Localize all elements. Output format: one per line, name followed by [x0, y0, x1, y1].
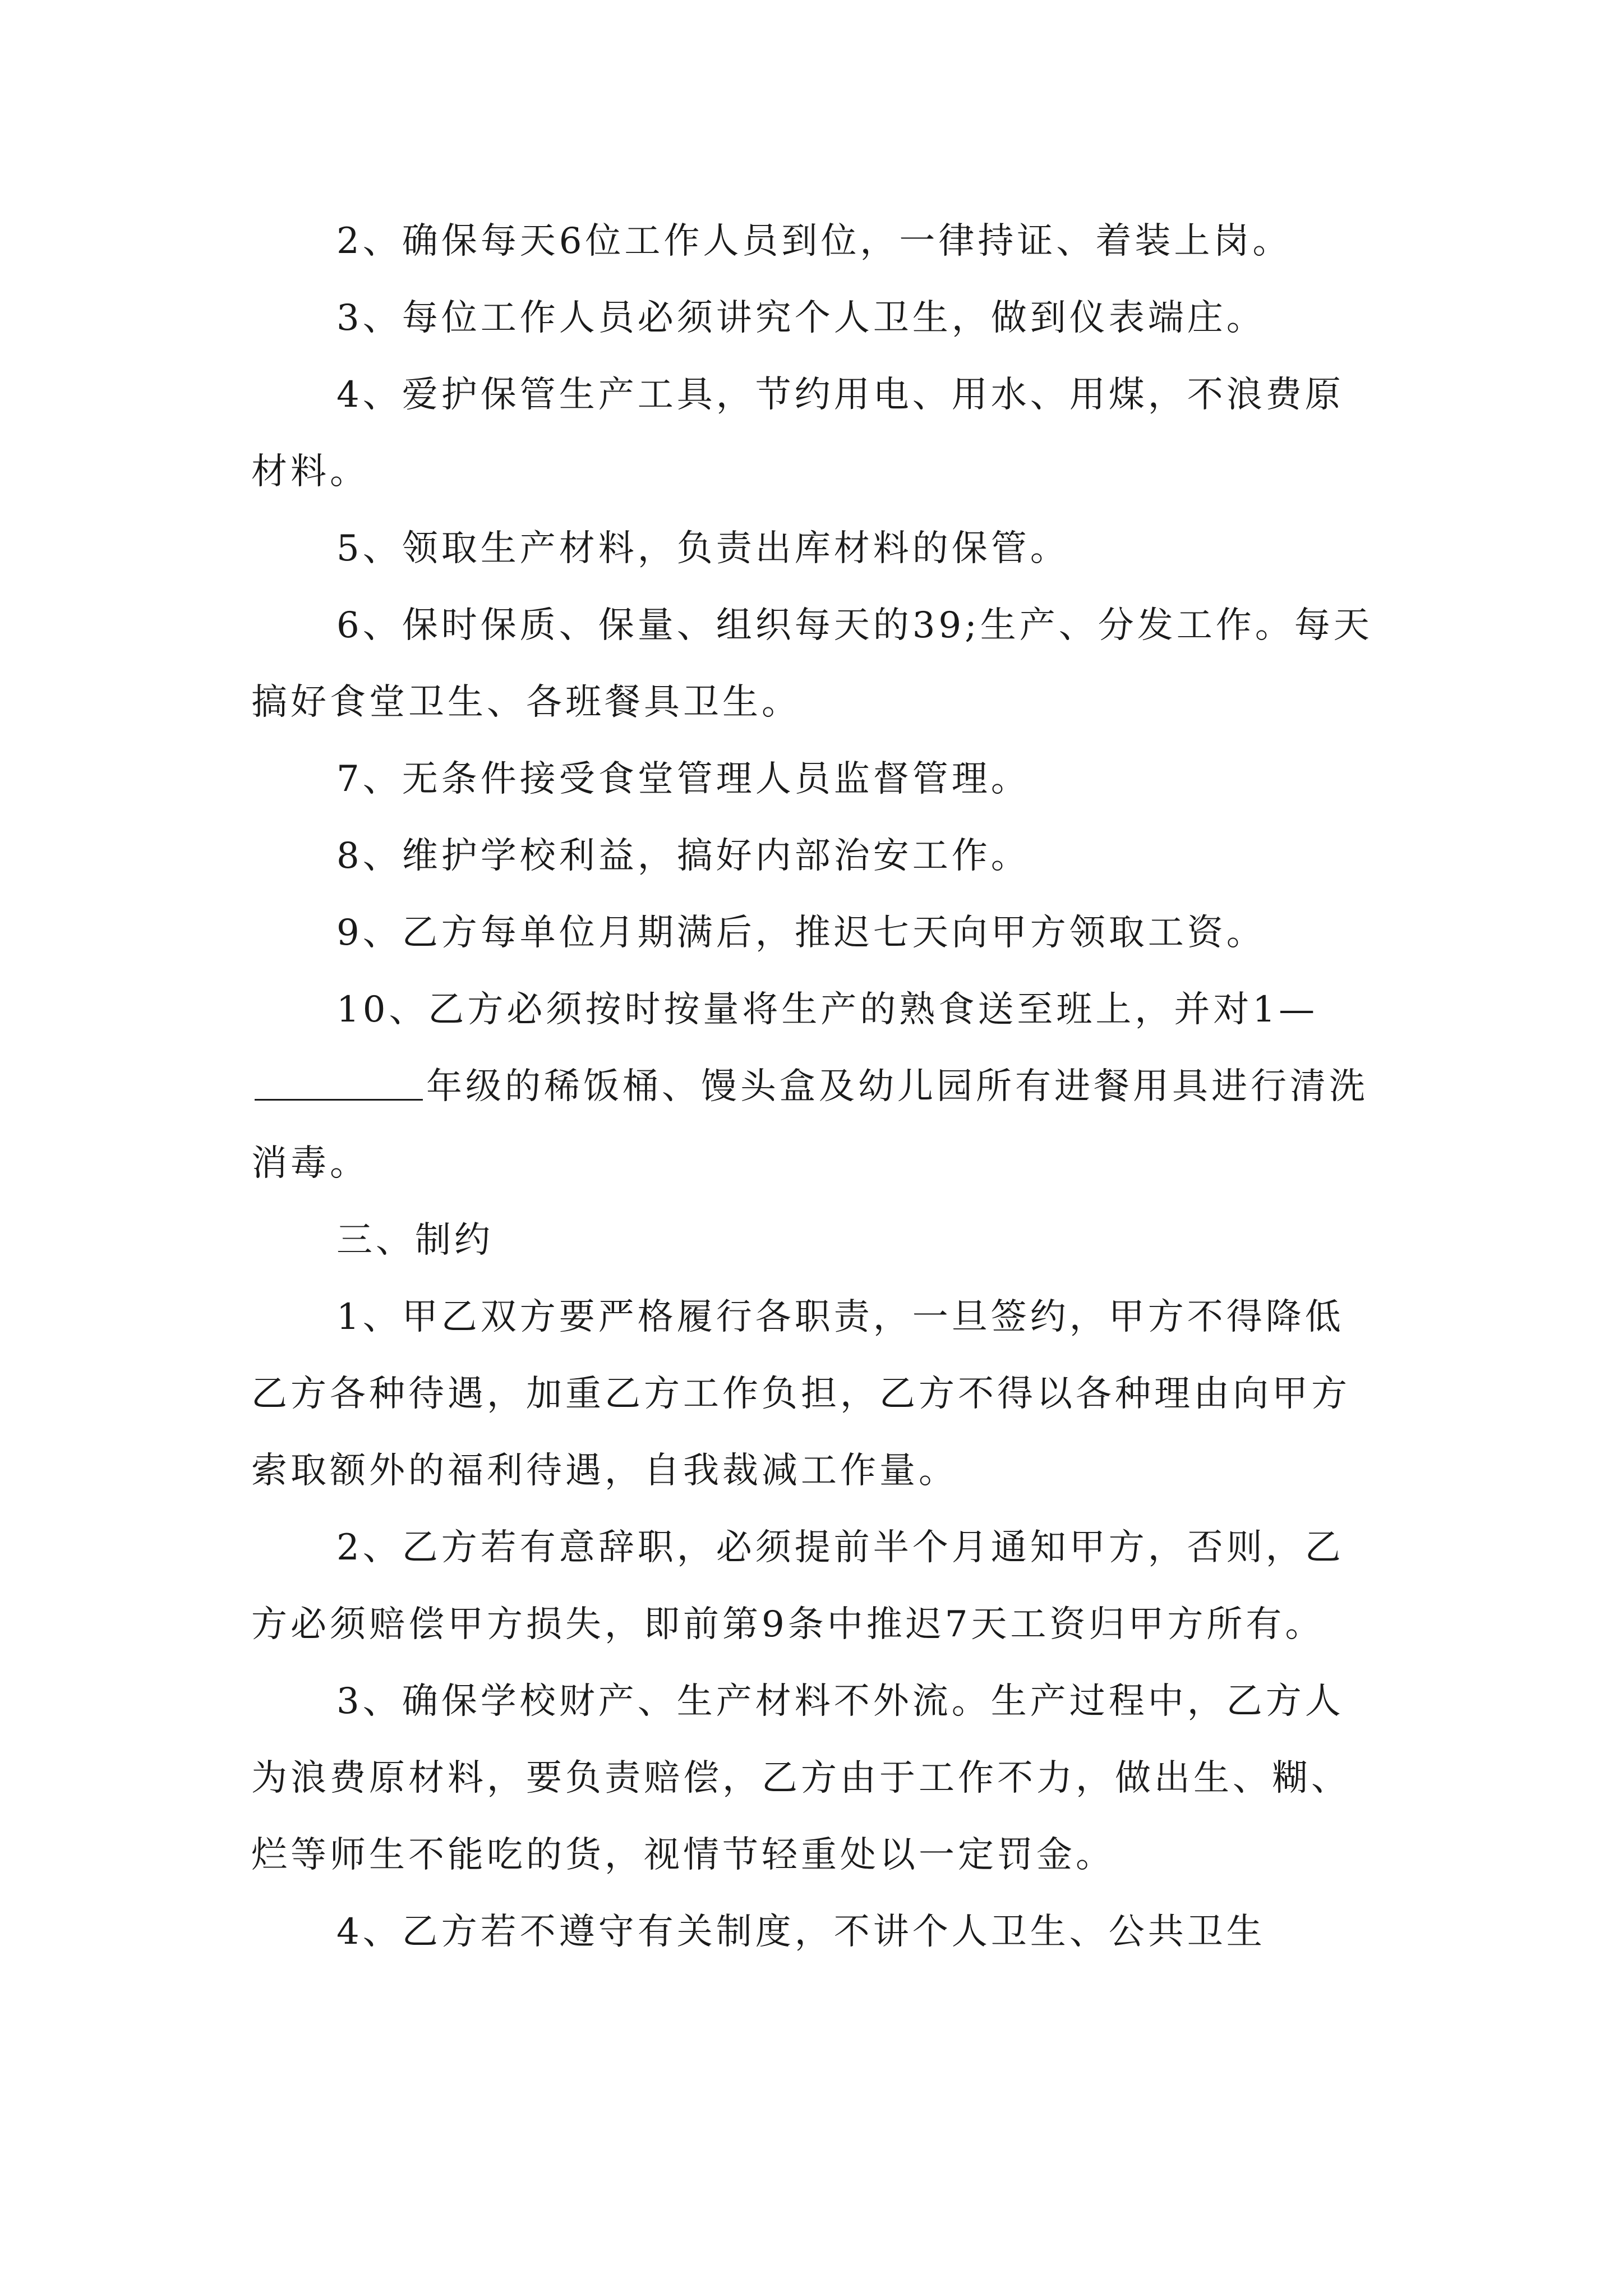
section-heading-constraints: 三、制约	[336, 1220, 494, 1261]
duty-item-10-part-b: 年级的稀饭桶、馒头盒及幼儿园所有进餐用具进行清洗消毒。	[251, 1066, 1368, 1184]
duty-item-10	[251, 972, 1378, 1202]
duty-item-8: 8、维护学校利益，搞好内部治安工作。	[336, 835, 1030, 877]
constraint-item-2: 2、乙方若有意辞职，必须提前半个月通知甲方，否则，乙方必须赔偿甲方损失，即前第9条中推迟7天工资归甲方所有。	[251, 1527, 1344, 1645]
duty-item-4: 4、爱护保管生产工具，节约用电、用水、用煤，不浪费原材料。	[251, 374, 1344, 493]
duty-item-6: 6、保时保质、保量、组织每天的39;生产、分发工作。每天搞好食堂卫生、各班餐具卫生。	[251, 605, 1373, 723]
duty-item-3: 3、每位工作人员必须讲究个人卫生，做到仪表端庄。	[336, 297, 1266, 339]
grade-blank-line	[255, 1063, 423, 1101]
duty-item-9: 9、乙方每单位月期满后，推迟七天向甲方领取工资。	[336, 912, 1266, 954]
duty-item-2: 2、确保每天6位工作人员到位，一律持证、着装上岗。	[336, 220, 1292, 262]
document-body	[251, 203, 1378, 1971]
constraint-item-1: 1、甲乙双方要严格履行各职责，一旦签约，甲方不得降低乙方各种待遇，加重乙方工作负担，乙方不得以各种理由向甲方索取额外的福利待遇，自我裁减工作量。	[251, 1296, 1350, 1492]
constraint-item-4: 4、乙方若不遵守有关制度，不讲个人卫生、公共卫生	[336, 1911, 1266, 1953]
duty-item-5: 5、领取生产材料，负责出库材料的保管。	[336, 528, 1069, 569]
duty-item-7: 7、无条件接受食堂管理人员监督管理。	[336, 758, 1030, 800]
duty-item-10-part-a: 10、乙方必须按时按量将生产的熟食送至班上，并对1—	[336, 989, 1318, 1030]
constraint-item-3: 3、确保学校财产、生产材料不外流。生产过程中，乙方人为浪费原材料，要负责赔偿，乙方由于工作不力，做出生、糊、烂等师生不能吃的货，视情节轻重处以一定罚金。	[251, 1681, 1350, 1876]
